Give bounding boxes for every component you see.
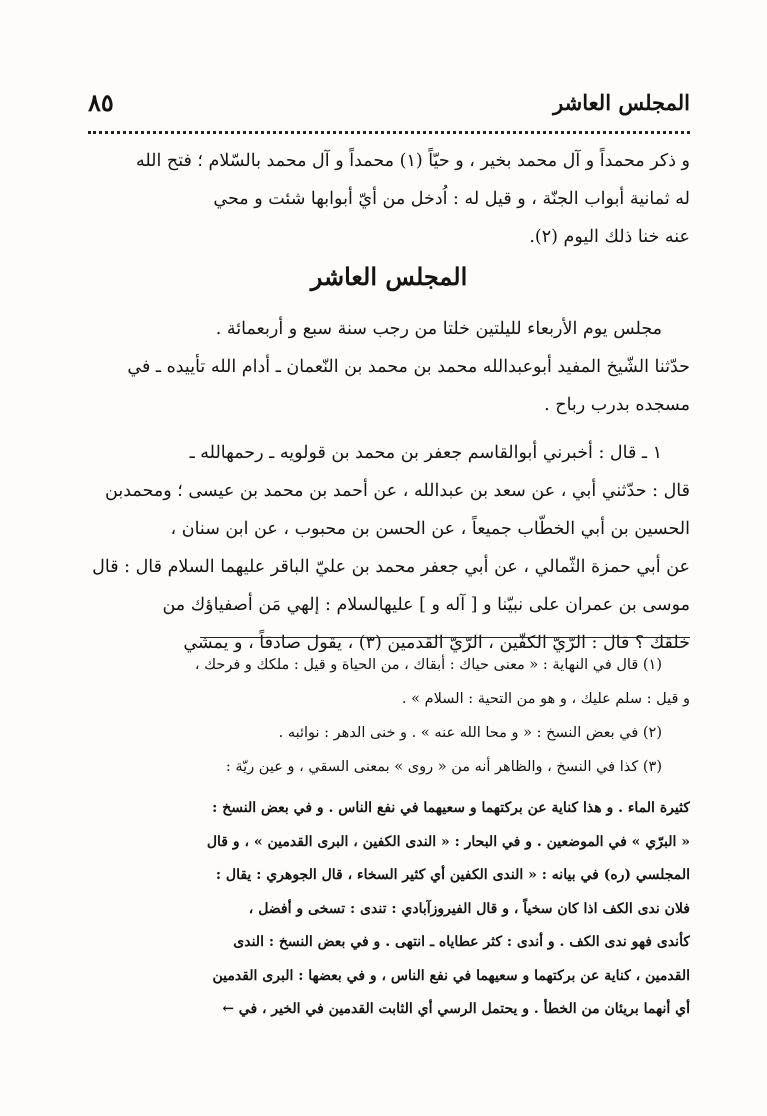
running-title: المجلس العاشر xyxy=(553,90,690,115)
footnote-line: (٣) كذا في النسخ ، والظاهر أنه من « روى » بمعنى السقي ، و عين ريّة : xyxy=(225,759,662,775)
commentary-line: « البرّي » في الموضعين . و في البحار : « الندى الكفين ، البرى القدمين » ، و قال xyxy=(206,833,690,850)
text-line: موسى بن عمران على نبيّنا و [ آله و ] عليهالسلام : إلهي مَن أصفياؤك من xyxy=(162,595,690,615)
header-dotted-rule xyxy=(88,131,690,134)
commentary-line: كثيرة الماء . و هذا كناية عن بركتهما و سعيهما في نفع الناس . و في بعض النسخ : xyxy=(212,800,690,816)
footnote-commentary xyxy=(88,792,690,1027)
text-line: عن أبي حمزة الثّمالي ، عن أبي جعفر محمد بن عليّ الباقر عليهما السلام قال : قال xyxy=(92,557,690,577)
text-line: قال : حدّثني أبي ، عن سعد بن عبدالله ، عن أحمد بن محمد بن عيسى ؛ ومحمدبن xyxy=(105,481,690,501)
text-line: الحسين بن أبي الخطّاب جميعاً ، عن الحسن بن محبوب ، عن ابن سنان ، xyxy=(170,519,690,539)
commentary-line: المجلسي (ره) في بيانه : « الندى الكفين أي كثير السخاء ، قال الجوهري : يقال : xyxy=(215,867,690,883)
chapter-body xyxy=(88,310,690,662)
intro-paragraph xyxy=(88,142,690,256)
text-line: حدّثنا الشّيخ المفيد أبوعبدالله محمد بن محمد بن النّعمان ـ أدام الله تأييده ـ في xyxy=(127,357,690,377)
chapter-title: المجلس العاشر xyxy=(310,262,468,291)
commentary-line: فلان ندى الكف اذا كان سخياً ، و قال الفيروزآبادي : تندى : تسخى و أفضل ، xyxy=(248,900,690,917)
footnotes xyxy=(88,648,690,784)
commentary-line: أي أنهما بريئان من الخطأ . و يحتمل الرسي أي الثابت القدمين في الخير ، في ← xyxy=(222,1001,690,1017)
text-line: ١ ـ قال : أخبرني أبوالقاسم جعفر بن محمد بن قولويه ـ رحمهالله ـ xyxy=(189,443,662,463)
footnote-line: (١) قال في النهاية : « معنى حياك : أبقاك ، من الحياة و قيل : ملكك و فرحك ، xyxy=(194,657,662,673)
commentary-line: القدمين ، كناية عن بركتهما و سعيهما في نفع الناس ، و في بعضها : البرى القدمين xyxy=(212,967,690,984)
text-line: عنه خنا ذلك اليوم (٢). xyxy=(529,227,690,247)
text-line: مجلس يوم الأربعاء لليلتين خلتا من رجب سنة سبع و أربعمائة . xyxy=(215,319,662,339)
footnote-line: (٢) في بعض النسخ : « و محا الله عنه » . و خنى الدهر : نوائبه . xyxy=(278,725,662,741)
commentary-line: كأندى فهو ندى الكف . و أندى : كثر عطاياه ـ انتهى . و في بعض النسخ : الندى xyxy=(233,934,690,950)
page-header xyxy=(88,86,690,126)
text-line: و ذكر محمداً و آل محمد بخير ، و حيّاً (١) محمداً و آل محمد بالسّلام ؛ فتح الله xyxy=(135,151,690,171)
footnote-line: و قيل : سلم عليك ، و هو من التحية : السلام » . xyxy=(401,691,690,707)
footnote-separator xyxy=(200,637,690,638)
text-line: مسجده بدرب رباح . xyxy=(544,395,690,415)
text-line: له ثمانية أبواب الجنّة ، و قيل له : اُدخل من أيّ أبوابها شئت و محي xyxy=(213,189,690,209)
page-number: ٨٥ xyxy=(88,88,114,117)
text-line: خلقك ؟ قال : الرّيّ الكفّين ، الرّيّ القدمين (٣) ، يقول صادقاً ، و يمشي xyxy=(183,633,690,653)
